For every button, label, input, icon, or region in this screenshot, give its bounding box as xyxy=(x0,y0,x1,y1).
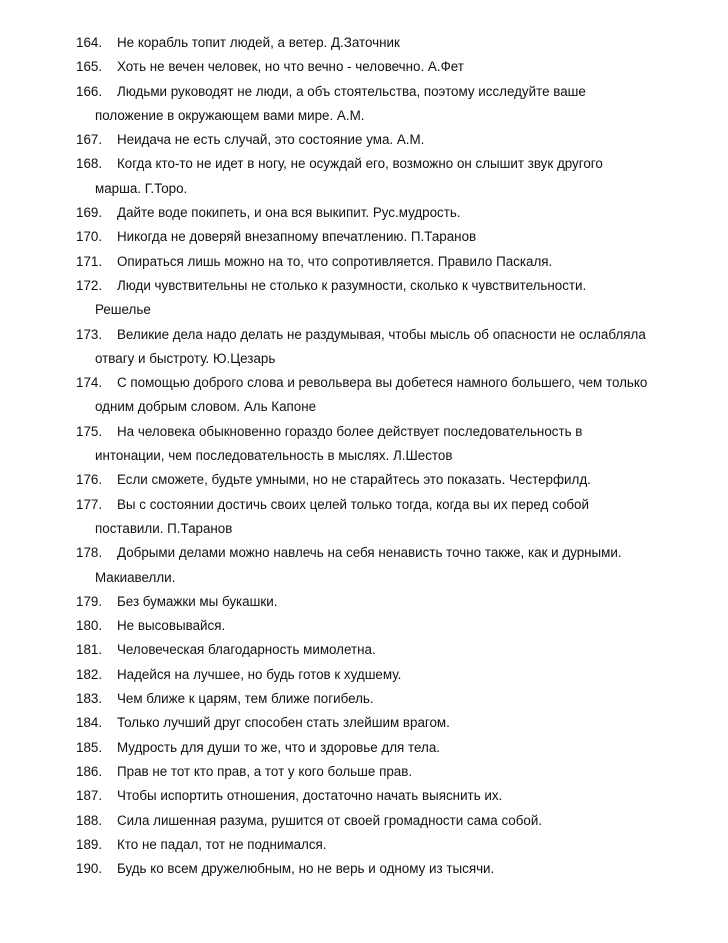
quote-number: 165. xyxy=(76,59,103,75)
quote-item xyxy=(76,663,696,687)
quote-text: Опираться лишь можно на то, что сопротивляется. Правило Паскаля. xyxy=(117,253,553,269)
quote-item xyxy=(76,323,696,372)
quote-number: 185. xyxy=(76,739,103,755)
quote-text: Неидача не есть случай, это состояние ума. А.М. xyxy=(117,132,425,148)
quote-item xyxy=(76,152,696,201)
quote-item xyxy=(76,128,696,152)
quote-line xyxy=(76,31,696,55)
quote-text: На человека обыкновенно гораздо более действует последовательность в xyxy=(117,423,583,439)
quote-text: Не высовывайся. xyxy=(117,618,226,634)
quote-line xyxy=(76,128,696,152)
quote-item xyxy=(76,31,696,55)
quote-number: 169. xyxy=(76,205,103,221)
quote-item xyxy=(76,420,696,469)
quote-text: Чтобы испортить отношения, достаточно начать выяснить их. xyxy=(117,788,503,804)
quote-text-continuation: отвагу и быстроту. Ю.Цезарь xyxy=(95,350,276,366)
quote-number: 174. xyxy=(76,375,103,391)
quote-line xyxy=(76,687,696,711)
quote-line xyxy=(76,250,696,274)
quote-item xyxy=(76,541,696,590)
quote-text-continuation: поставили. П.Таранов xyxy=(95,520,233,536)
quote-number: 167. xyxy=(76,132,103,148)
quote-line xyxy=(76,55,696,79)
quote-text-continuation: Макиавелли. xyxy=(95,569,176,585)
quote-text-continuation: одним добрым словом. Аль Капоне xyxy=(95,399,317,415)
quote-line xyxy=(76,857,696,881)
quote-item xyxy=(76,371,696,420)
quote-text-continuation: марша. Г.Торо. xyxy=(95,180,188,196)
quote-number: 168. xyxy=(76,156,103,172)
quote-line xyxy=(76,614,696,638)
quote-item xyxy=(76,274,696,323)
quote-line xyxy=(76,225,696,249)
quote-item xyxy=(76,711,696,735)
quote-number: 180. xyxy=(76,618,103,634)
quote-item xyxy=(76,493,696,542)
quote-text: С помощью доброго слова и револьвера вы добетеся намного большего, чем только xyxy=(117,375,648,391)
quote-line xyxy=(76,371,696,395)
quote-item xyxy=(76,614,696,638)
quote-number: 178. xyxy=(76,545,103,561)
quote-item xyxy=(76,687,696,711)
quote-text: Великие дела надо делать не раздумывая, чтобы мысль об опасности не ослабляла xyxy=(117,326,646,342)
quote-text: Не корабль топит людей, а ветер. Д.Заточник xyxy=(117,35,400,50)
quote-number: 164. xyxy=(76,35,103,50)
quote-number: 183. xyxy=(76,691,103,707)
quote-number: 179. xyxy=(76,593,103,609)
quote-item xyxy=(76,638,696,662)
quote-text: Прав не тот кто прав, а тот у кого больше прав. xyxy=(117,763,413,779)
quote-line xyxy=(76,201,696,225)
quote-number: 175. xyxy=(76,423,103,439)
quote-text: Кто не падал, тот не поднимался. xyxy=(117,836,327,852)
quote-number: 172. xyxy=(76,277,103,293)
quote-line xyxy=(76,541,696,565)
quote-line xyxy=(76,760,696,784)
quote-text: Человеческая благодарность мимолетна. xyxy=(117,642,376,658)
quote-text-continuation: интонации, чем последовательность в мыслях. Л.Шестов xyxy=(95,448,453,464)
quote-line xyxy=(76,663,696,687)
quote-number: 187. xyxy=(76,788,103,804)
quote-item xyxy=(76,857,696,881)
quote-number: 166. xyxy=(76,83,103,99)
quote-line xyxy=(76,420,696,444)
quote-item xyxy=(76,250,696,274)
quote-text: Вы с состоянии достичь своих целей только тогда, когда вы их перед собой xyxy=(117,496,589,512)
quote-text: Хоть не вечен человек, но что вечно - человечно. А.Фет xyxy=(117,59,464,75)
quote-item xyxy=(76,80,696,129)
quote-number: 188. xyxy=(76,812,103,828)
quote-line xyxy=(76,152,696,176)
quote-line xyxy=(76,323,696,347)
quote-text: Будь ко всем дружелюбным, но не верь и одному из тысячи. xyxy=(117,861,495,877)
quote-number: 171. xyxy=(76,253,103,269)
quote-number: 189. xyxy=(76,836,103,852)
quote-item xyxy=(76,833,696,857)
quote-item xyxy=(76,760,696,784)
quote-line xyxy=(76,638,696,662)
quote-text: Мудрость для души то же, что и здоровье для тела. xyxy=(117,739,440,755)
quote-item xyxy=(76,809,696,833)
quote-item xyxy=(76,55,696,79)
quote-text: Дайте воде покипеть, и она вся выкипит. Рус.мудрость. xyxy=(117,205,461,221)
quote-line xyxy=(76,590,696,614)
quote-item xyxy=(76,784,696,808)
quote-text: Никогда не доверяй внезапному впечатлению. П.Таранов xyxy=(117,229,477,245)
quote-line xyxy=(76,736,696,760)
quote-item xyxy=(76,468,696,492)
quote-number: 181. xyxy=(76,642,103,658)
quote-line xyxy=(76,274,696,298)
quote-line xyxy=(76,809,696,833)
quote-text: Добрыми делами можно навлечь на себя ненависть точно также, как и дурными. xyxy=(117,545,622,561)
quote-line xyxy=(76,80,696,104)
quote-line xyxy=(76,833,696,857)
quote-text: Когда кто-то не идет в ногу, не осуждай его, возможно он слышит звук другого xyxy=(117,156,603,172)
quote-text: Если сможете, будьте умными, но не старайтесь это показать. Честерфилд. xyxy=(117,472,591,488)
quote-line xyxy=(76,493,696,517)
quote-text: Надейся на лучшее, но будь готов к худшему. xyxy=(117,666,402,682)
quote-number: 173. xyxy=(76,326,103,342)
quote-text: Без бумажки мы букашки. xyxy=(117,593,278,609)
quote-list xyxy=(76,31,696,881)
quote-line xyxy=(76,784,696,808)
quote-number: 182. xyxy=(76,666,103,682)
quote-number: 176. xyxy=(76,472,103,488)
quote-item xyxy=(76,736,696,760)
quote-text: Сила лишенная разума, рушится от своей громадности сама собой. xyxy=(117,812,543,828)
quote-text: Людьми руководят не люди, а объ стоятельства, поэтому исследуйте ваше xyxy=(117,83,586,99)
quote-number: 186. xyxy=(76,763,103,779)
quote-item xyxy=(76,590,696,614)
quote-item xyxy=(76,225,696,249)
quote-number: 190. xyxy=(76,861,103,877)
quote-item xyxy=(76,201,696,225)
quote-number: 177. xyxy=(76,496,103,512)
quote-text-continuation: Решелье xyxy=(95,302,151,318)
quote-text-continuation: положение в окружающем вами мире. А.М. xyxy=(95,107,365,123)
quote-text: Чем ближе к царям, тем ближе погибель. xyxy=(117,691,374,707)
quote-number: 184. xyxy=(76,715,103,731)
quote-number: 170. xyxy=(76,229,103,245)
quote-text: Люди чувствительны не столько к разумности, сколько к чувствительности. xyxy=(117,277,587,293)
quote-text: Только лучший друг способен стать злейшим врагом. xyxy=(117,715,450,731)
quote-line xyxy=(76,711,696,735)
quote-line xyxy=(76,468,696,492)
